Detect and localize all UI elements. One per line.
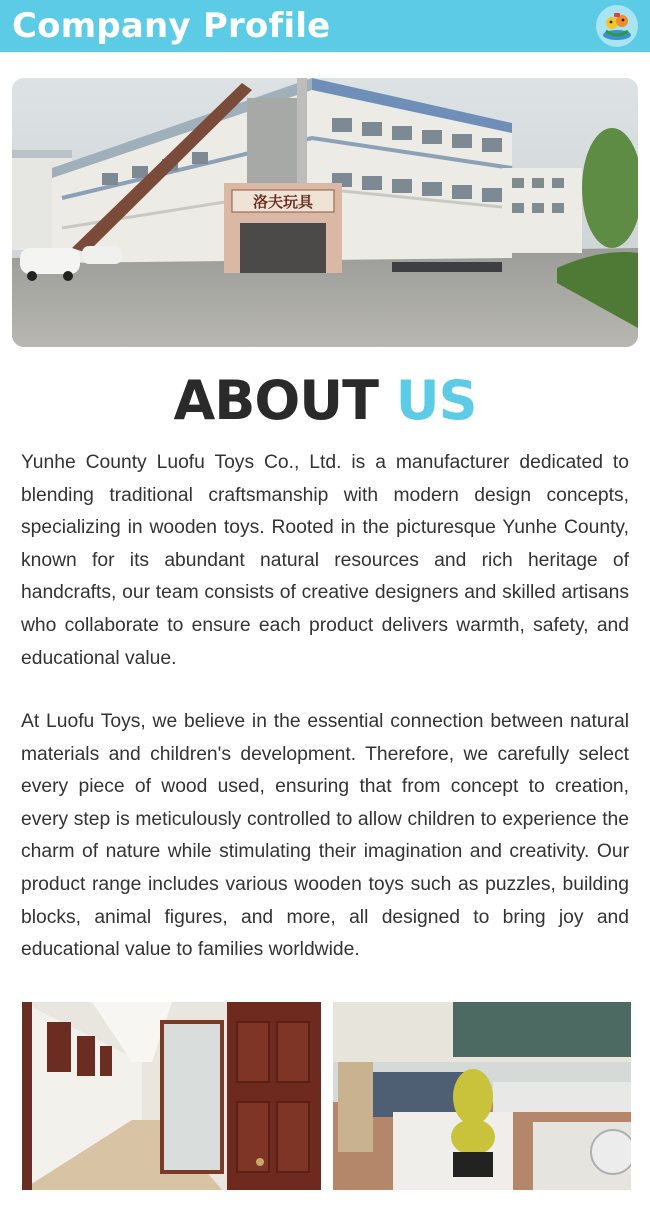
factory-sign-text: 洛夫玩具	[252, 193, 314, 211]
about-paragraph-1: Yunhe County Luofu Toys Co., Ltd. is a manufacturer dedicated to blending traditional craftsmanship with modern design concepts, specializing in wooden toys. Rooted in the picturesque Yunhe County, known for its abundant natural resources and rich heritage of handcrafts, our team consists of creative designers and skilled artisans who collaborate to ensure each product delivers warmth, safety, and educational value.	[21, 452, 629, 669]
office-corridor-photo	[22, 1002, 321, 1190]
about-us-heading	[0, 370, 650, 432]
toy-mascot-logo-icon	[596, 5, 638, 47]
page-title: Company Profile	[12, 6, 331, 46]
us-heading-word: US	[395, 369, 477, 432]
factory-building-photo	[12, 78, 638, 347]
about-heading-word: ABOUT	[173, 369, 378, 432]
about-paragraph-2: At Luofu Toys, we believe in the essential connection between natural materials and children's development. Therefore, we carefully select every piece of wood used, ensuring that from concept to creation, every step is meticulously controlled to allow children to experience the charm of nature while stimulating their imagination and creativity. Our product range includes various wooden toys such as puzzles, building blocks, animal figures, and more, all designed to bring joy and educational value to families worldwide.	[21, 711, 629, 961]
header-bar	[0, 0, 650, 52]
office-workspace-photo	[333, 1002, 631, 1190]
